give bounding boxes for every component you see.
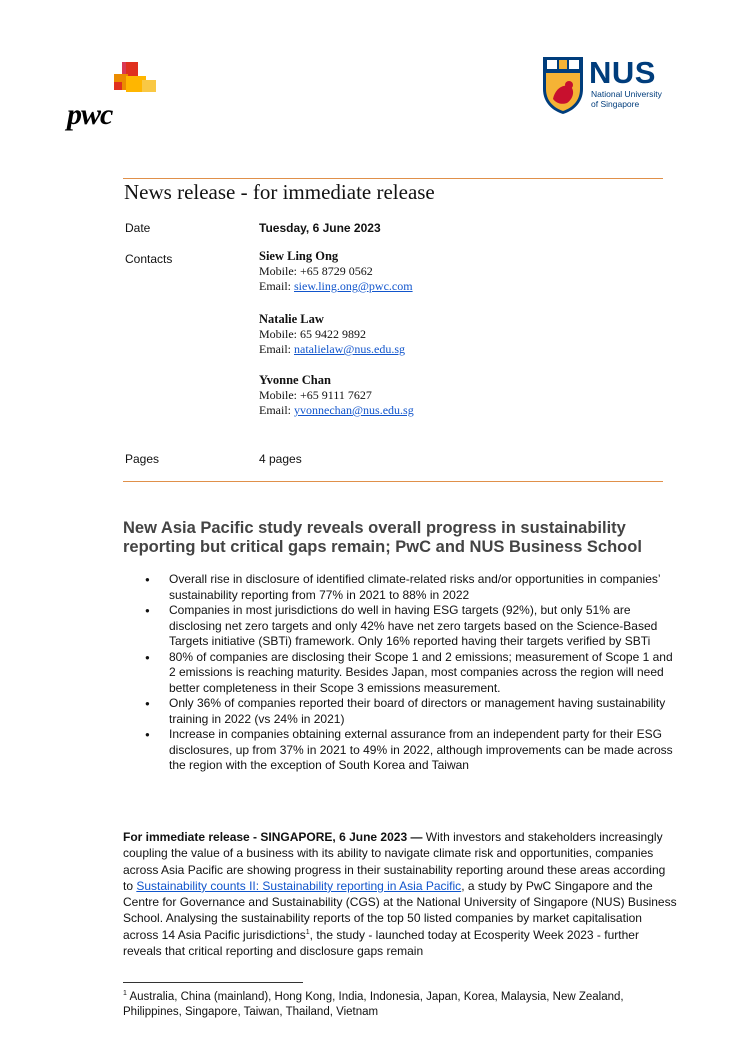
contact-email-link[interactable]: natalielaw@nus.edu.sg <box>294 342 406 356</box>
body-paragraph <box>123 829 678 959</box>
nus-crest-icon <box>541 55 585 115</box>
contact-mobile: Mobile: 65 9422 9892 <box>259 327 366 341</box>
contacts-label: Contacts <box>125 252 173 266</box>
paragraph-text: , a study by PwC Singapore and the Centre for Governance and Sustainability (CGS) at the National University of Singapore (NUS) Business School. Analysing the sustainability reports of the top 50 listed companies by market capitalisation across 14 Asia Pacific jurisdictions <box>123 878 677 942</box>
contact-email-prefix: Email: <box>259 403 294 417</box>
contact-mobile: Mobile: +65 9111 7627 <box>259 388 372 402</box>
contact-mobile: Mobile: +65 8729 0562 <box>259 264 373 278</box>
footnote-text: Australia, China (mainland), Hong Kong, India, Indonesia, Japan, Korea, Malaysia, New Zealand, Philippines, Singapore, Taiwan, Thailand, Vietnam <box>123 991 624 1018</box>
list-item: ● Increase in companies obtaining external assurance from an independent party for their ESG disclosures, up from 37% in 2021 to 49% in 2022, although improvements can be made across the region with the exception of South Korea and Taiwan <box>145 727 680 774</box>
contact-block <box>259 249 413 294</box>
contact-email-prefix: Email: <box>259 279 294 293</box>
list-item: ● Only 36% of companies reported their board of directors or management having sustainability training in 2022 (vs 24% in 2021) <box>145 696 680 727</box>
paragraph-text: With investors and stakeholders increasingly coupling the value of a business with its ability to navigate climate risk and opportunities, companies across Asia Pacific are showing progress in their sustainability reporting around these areas according to <box>123 830 666 893</box>
paragraph-text: , the study - launched today at Ecosperity Week 2023 - further reveals that critical reporting and disclosure gaps remain <box>123 927 639 959</box>
footnote <box>123 990 683 1020</box>
footnote-marker: 1 <box>123 990 127 998</box>
paragraph-lead: For immediate release - SINGAPORE, 6 June 2023 — <box>123 830 423 844</box>
nus-logo <box>541 55 681 117</box>
top-divider <box>123 178 663 179</box>
list-item: ● 80% of companies are disclosing their Scope 1 and 2 emissions; measurement of Scope 1 and 2 emissions is reaching maturity. Besides Japan, most companies across the region will need better completeness in their Scope 3 emissions measurement. <box>145 650 680 697</box>
highlights-list <box>145 572 680 774</box>
contact-email-line <box>259 279 413 294</box>
contact-email-line <box>259 342 405 357</box>
pages-label: Pages <box>125 452 160 466</box>
pwc-logo <box>64 58 164 138</box>
nus-wordmark: NUS <box>589 55 656 90</box>
contact-name: Yvonne Chan <box>259 373 331 387</box>
date-value: Tuesday, 6 June 2023 <box>259 221 381 235</box>
contact-email-prefix: Email: <box>259 342 294 356</box>
pwc-wordmark: pwc <box>67 98 113 131</box>
pages-value: 4 pages <box>259 452 302 466</box>
contact-email-link[interactable]: yvonnechan@nus.edu.sg <box>294 403 414 417</box>
nus-subtitle-line1: National University <box>591 89 662 99</box>
footnote-divider <box>123 982 303 983</box>
date-label: Date <box>125 221 151 235</box>
contact-name: Natalie Law <box>259 312 324 326</box>
contact-name: Siew Ling Ong <box>259 249 339 263</box>
nus-subtitle-line2: of Singapore <box>591 99 640 109</box>
contact-block <box>259 373 414 418</box>
contact-block <box>259 312 405 357</box>
contact-email-line <box>259 403 414 418</box>
bottom-divider <box>123 481 663 482</box>
pwc-logo-block-5 <box>142 80 156 92</box>
pwc-logo-block-6 <box>114 82 122 90</box>
contact-email-link[interactable]: siew.ling.ong@pwc.com <box>294 279 413 293</box>
release-headline: News release - for immediate release <box>124 180 435 204</box>
article-title: New Asia Pacific study reveals overall progress in sustainability reporting but critical gaps remain; PwC and NUS Business School <box>123 519 642 556</box>
footnote-ref: 1 <box>305 928 310 936</box>
list-item: ● Overall rise in disclosure of identified climate-related risks and/or opportunities in companies’ sustainability reporting from 77% in 2021 to 88% in 2022 <box>145 572 680 603</box>
report-link[interactable]: Sustainability counts II: Sustainability reporting in Asia Pacific <box>136 878 462 893</box>
list-item: ● Companies in most jurisdictions do well in having ESG targets (92%), but only 51% are disclosing net zero targets and only 42% have net zero targets based on the Science-Based Targets initiative (SBTi) framework. Only 16% reported having their targets verified by SBTi <box>145 603 680 650</box>
